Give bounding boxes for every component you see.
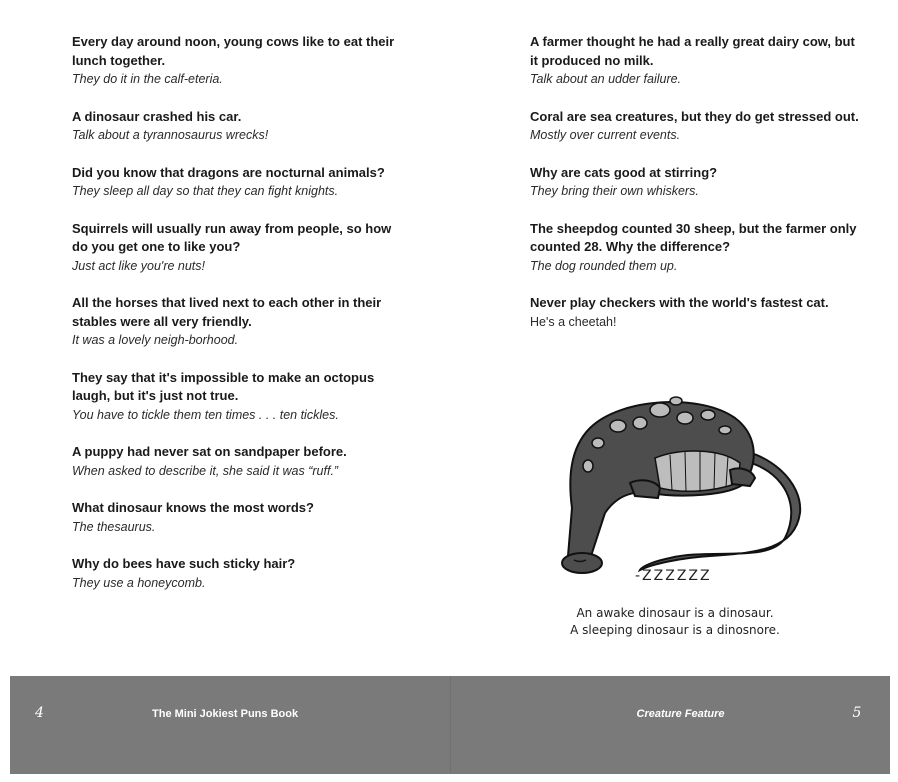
joke-item <box>72 555 402 592</box>
joke-punchline: Mostly over current events. <box>530 128 681 142</box>
joke-punchline: It was a lovely neigh-borhood. <box>72 333 239 347</box>
joke-punchline: You have to tickle them ten times . . . ten tickles. <box>72 407 339 422</box>
joke-item <box>530 164 860 201</box>
joke-setup: A farmer thought he had a really great dairy cow, but it produced no milk. <box>530 34 855 68</box>
joke-item <box>72 164 402 201</box>
joke-setup: Did you know that dragons are nocturnal animals? <box>72 164 385 180</box>
joke-item <box>72 108 402 145</box>
joke-punchline: Talk about an udder failure. <box>530 72 682 86</box>
joke-item <box>72 294 402 350</box>
book-title: The Mini Jokiest Puns Book <box>152 708 299 720</box>
joke-item <box>72 33 402 89</box>
section-title: Creature Feature <box>636 708 725 720</box>
joke-setup: Why are cats good at stirring? <box>530 164 718 180</box>
joke-punchline: The dog rounded them up. <box>530 258 678 273</box>
caption-line-1: An awake dinosaur is a dinosaur. <box>576 606 774 620</box>
joke-setup: A dinosaur crashed his car. <box>72 108 242 124</box>
joke-setup: Squirrels will usually run away from people, so how do you get one to like you? <box>72 220 392 254</box>
joke-setup: All the horses that lived next to each other in their stables were all very friendly. <box>72 295 382 329</box>
joke-punchline: They sleep all day so that they can fight knights. <box>72 184 339 198</box>
joke-item <box>72 443 402 480</box>
left-footer <box>10 676 451 774</box>
joke-setup: Every day around noon, young cows like to eat their lunch together. <box>72 34 395 68</box>
joke-setup: They say that it's impossible to make an octopus laugh, but it's just not true. <box>72 369 375 403</box>
joke-punchline: He's a cheetah! <box>530 314 617 329</box>
joke-setup: What dinosaur knows the most words? <box>72 500 314 515</box>
snore-text: -ZZZZZZ <box>635 568 712 584</box>
caption-line-2: A sleeping dinosaur is a dinosnore. <box>570 623 780 637</box>
joke-item <box>72 369 402 425</box>
joke-setup: Coral are sea creatures, but they do get stressed out. <box>530 108 859 124</box>
joke-punchline: When asked to describe it, she said it was “ruff.” <box>72 463 339 478</box>
right-page-number: 5 <box>852 705 862 721</box>
right-footer <box>451 676 891 774</box>
joke-setup: A puppy had never sat on sandpaper before. <box>72 444 347 459</box>
left-page-jokes <box>72 33 402 611</box>
joke-item <box>72 220 402 276</box>
joke-punchline: They bring their own whiskers. <box>530 184 699 198</box>
joke-punchline: Talk about a tyrannosaurus wrecks! <box>72 128 269 142</box>
joke-setup: Never play checkers with the world's fastest cat. <box>530 295 829 310</box>
illustration-caption <box>545 568 805 639</box>
joke-punchline: Just act like you're nuts! <box>72 258 206 273</box>
joke-item <box>530 108 860 145</box>
joke-setup: The sheepdog counted 30 sheep, but the farmer only counted 28. Why the difference? <box>530 220 857 254</box>
page-footer <box>10 676 890 774</box>
joke-setup: Why do bees have such sticky hair? <box>72 556 296 571</box>
sleeping-dinosaur-illustration <box>560 388 810 588</box>
joke-punchline: They do it in the calf-eteria. <box>72 72 223 86</box>
joke-item <box>72 499 402 536</box>
joke-item <box>530 33 860 89</box>
joke-punchline: They use a honeycomb. <box>72 575 206 590</box>
joke-punchline: The thesaurus. <box>72 519 156 534</box>
joke-item <box>530 294 860 331</box>
joke-item <box>530 220 860 276</box>
left-page-number: 4 <box>35 705 44 721</box>
right-page-jokes <box>530 33 860 350</box>
